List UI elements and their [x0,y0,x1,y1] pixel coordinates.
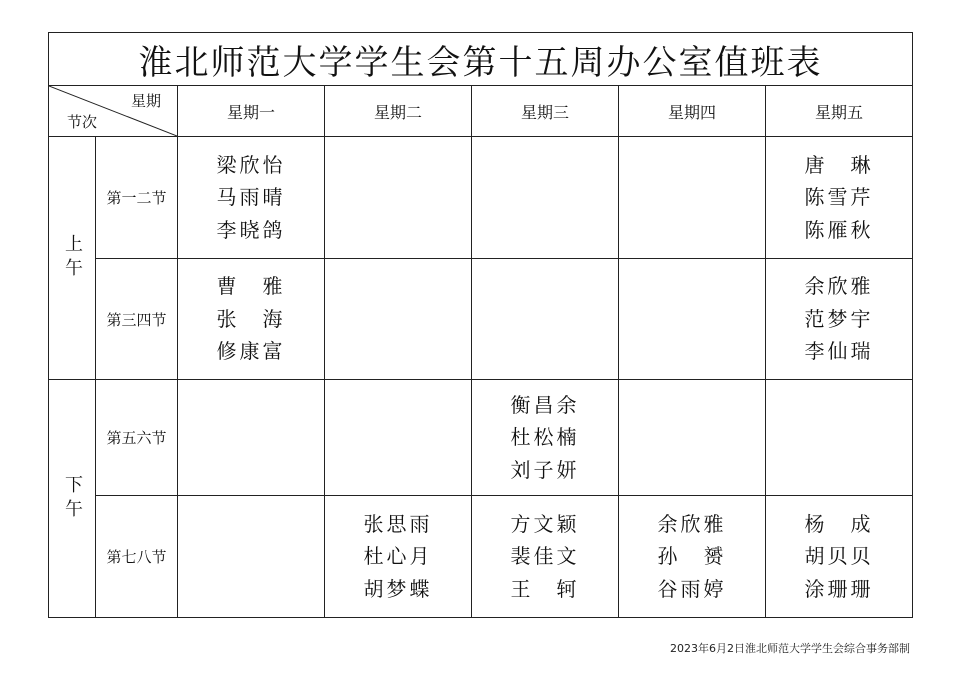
duty-cell-s3-mon [178,380,325,496]
staff-name: 李仙瑞 [804,339,874,364]
day-header-friday: 星期五 [766,86,913,137]
duty-cell-s3-tue [325,380,472,496]
day-header-thursday: 星期四 [619,86,766,137]
staff-name: 陈雁秋 [804,217,874,242]
slot-label-1: 第一二节 [96,137,178,259]
header-row [49,86,913,137]
duty-cell-s4-thu [619,496,766,618]
staff-name: 谷雨婷 [657,576,727,601]
table-row [49,259,913,380]
duty-cell-s2-wed [472,259,619,380]
duty-cell-s2-tue [325,259,472,380]
duty-cell-s3-fri [766,380,913,496]
day-header-wednesday: 星期三 [472,86,619,137]
duty-cell-s4-tue [325,496,472,618]
period-morning [49,137,96,380]
corner-header-cell [49,86,178,137]
staff-name: 方文颖 [510,511,580,536]
staff-name: 曹 雅 [216,274,286,299]
period-afternoon-label: 下午 [62,474,83,523]
staff-name: 余欣雅 [657,511,727,536]
slot-label-2: 第三四节 [96,259,178,380]
staff-name: 衡昌余 [510,392,580,417]
table-row [49,496,913,618]
day-header-tuesday: 星期二 [325,86,472,137]
duty-cell-s4-mon [178,496,325,618]
staff-name: 刘子妍 [510,457,580,482]
duty-cell-s4-wed [472,496,619,618]
staff-name: 余欣雅 [804,274,874,299]
day-header-monday: 星期一 [178,86,325,137]
staff-name: 胡贝贝 [804,544,874,569]
duty-cell-s1-wed [472,137,619,259]
duty-cell-s4-fri [766,496,913,618]
staff-name: 胡梦蝶 [363,576,433,601]
staff-name: 马雨晴 [216,185,286,210]
page-title: 淮北师范大学学生会第十五周办公室值班表 [49,33,913,86]
staff-name: 李晓鸽 [216,217,286,242]
slot-label-4: 第七八节 [96,496,178,618]
duty-cell-s1-mon [178,137,325,259]
duty-cell-s1-tue [325,137,472,259]
staff-name: 张思雨 [363,511,433,536]
period-afternoon [49,380,96,618]
staff-name: 陈雪芹 [804,185,874,210]
staff-name: 裴佳文 [510,544,580,569]
duty-cell-s1-fri [766,137,913,259]
staff-name: 王 轲 [510,576,580,601]
duty-cell-s3-thu [619,380,766,496]
corner-weekday-label: 星期 [130,92,161,110]
staff-name: 张 海 [216,306,286,331]
table-row [49,380,913,496]
staff-name: 孙 赟 [657,544,727,569]
staff-name: 杜松楠 [510,425,580,450]
duty-cell-s3-wed [472,380,619,496]
staff-name: 杜心月 [363,544,433,569]
duty-cell-s2-fri [766,259,913,380]
staff-name: 范梦宇 [804,306,874,331]
staff-name: 唐 琳 [804,152,874,177]
staff-name: 杨 成 [804,511,874,536]
period-morning-label: 上午 [62,234,83,282]
duty-cell-s2-mon [178,259,325,380]
staff-name: 涂珊珊 [804,576,874,601]
duty-cell-s2-thu [619,259,766,380]
duty-cell-s1-thu [619,137,766,259]
footer-note: 2023年6月2日淮北师范大学学生会综合事务部制 [670,642,910,655]
duty-schedule-table [48,32,913,618]
table-row [49,137,913,259]
staff-name: 修康富 [216,339,286,364]
staff-name: 梁欣怡 [216,152,286,177]
corner-period-label: 节次 [67,113,98,131]
slot-label-3: 第五六节 [96,380,178,496]
